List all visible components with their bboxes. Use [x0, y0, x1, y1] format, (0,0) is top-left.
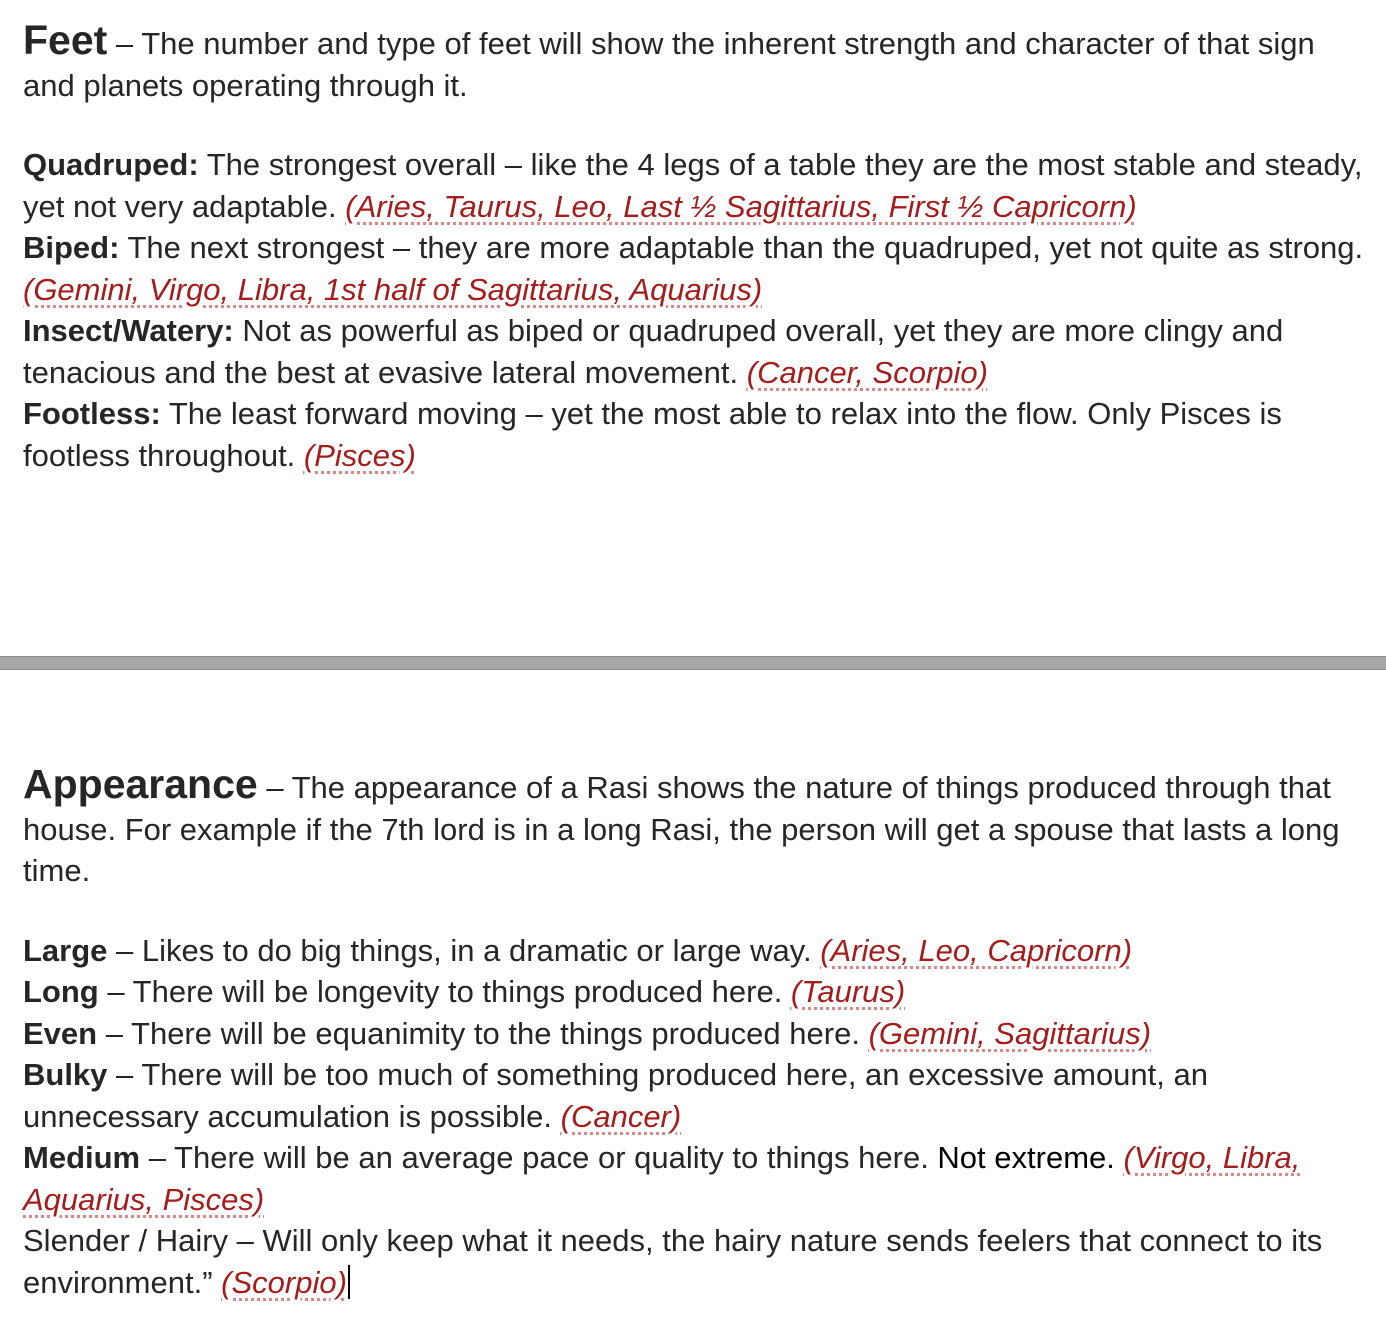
sign-list: (Cancer, Scorpio) [746, 354, 988, 390]
appearance-intro-text: – The appearance of a Rasi shows the nature of things produced through that house. For example if the 7th lord is in a long Rasi, the person will get a spouse that lasts a long time. [23, 770, 1340, 888]
term-description: – There will be too much of something produced here, an excessive amount, an unnecessary accumulation is possible. [23, 1057, 1208, 1134]
appearance-item-medium[interactable] [23, 1137, 1368, 1220]
feet-intro-paragraph[interactable] [23, 17, 1368, 106]
term-label: Medium [23, 1140, 141, 1175]
feet-intro-text: – The number and type of feet will show the inherent strength and character of that sign and planets operating through it. [23, 26, 1315, 103]
term-label: Biped: [23, 230, 120, 265]
sign-list: (Scorpio) [221, 1264, 347, 1300]
term-description: – Likes to do big things, in a dramatic or large way. [107, 932, 821, 968]
appearance-item-bulky[interactable] [23, 1054, 1368, 1137]
feet-section [23, 17, 1368, 476]
sign-list: (Gemini, Virgo, Libra, 1st half of Sagittarius, Aquarius) [23, 271, 763, 307]
term-description: The next strongest – they are more adaptable than the quadruped, yet not quite as strong. [119, 230, 1364, 265]
feet-item-quadruped[interactable] [23, 144, 1368, 227]
sign-list: (Pisces) [303, 437, 416, 473]
feet-item-biped[interactable] [23, 227, 1368, 310]
term-description: – There will be longevity to things produced here. [98, 974, 791, 1009]
term-description: Not as powerful as biped or quadruped overall, yet they are more clingy and tenacious and the best at evasive lateral movement. [23, 313, 1284, 390]
appearance-item-even[interactable] [23, 1013, 1368, 1055]
term-description: The strongest overall – like the 4 legs of a table they are the most stable and steady, yet not very adaptable. [23, 147, 1363, 224]
appearance-intro-paragraph[interactable] [23, 761, 1368, 892]
appearance-item-large[interactable] [23, 930, 1368, 972]
term-description: – There will be equanimity to the things produced here. [97, 1015, 869, 1051]
term-extra: Not extreme. [937, 1140, 1115, 1175]
appearance-item-long[interactable] [23, 971, 1368, 1013]
sign-list: (Aries, Taurus, Leo, Last ½ Sagittarius, First ½ Capricorn) [345, 188, 1137, 224]
term-label: Bulky [23, 1057, 108, 1092]
feet-item-footless[interactable] [23, 393, 1368, 476]
feet-item-insect-watery[interactable] [23, 310, 1368, 393]
document-page-2 [0, 670, 1386, 1336]
document-page-1 [0, 0, 1386, 656]
term-label: Long [23, 974, 99, 1009]
feet-heading: Feet [23, 17, 108, 63]
paragraph-gap [23, 892, 1368, 930]
page-break-divider [0, 656, 1386, 670]
sign-list: (Gemini, Sagittarius) [868, 1015, 1152, 1051]
term-label: Insect/Watery: [23, 313, 234, 348]
text-cursor [348, 1265, 350, 1299]
sign-list: (Virgo, Libra, Aquarius, Pisces) [23, 1140, 1301, 1217]
sign-list: (Taurus) [790, 974, 906, 1009]
paragraph-gap [23, 106, 1368, 144]
sign-list: (Cancer) [560, 1098, 682, 1134]
term-description: – There will be an average pace or quality to things here. [140, 1140, 938, 1175]
sign-list: (Aries, Leo, Capricorn) [820, 932, 1133, 968]
appearance-section [23, 761, 1368, 1303]
appearance-item-slender-hairy[interactable] [23, 1220, 1368, 1303]
term-description: Slender / Hairy – Will only keep what it needs, the hairy nature sends feelers that connect to its environment.” [23, 1223, 1323, 1300]
term-label: Quadruped: [23, 147, 199, 182]
term-description: The least forward moving – yet the most able to relax into the flow. Only Pisces is footless throughout. [23, 396, 1282, 473]
term-label: Even [23, 1015, 98, 1051]
appearance-heading: Appearance [23, 761, 258, 807]
term-label: Large [23, 932, 108, 968]
term-label: Footless: [23, 396, 161, 431]
